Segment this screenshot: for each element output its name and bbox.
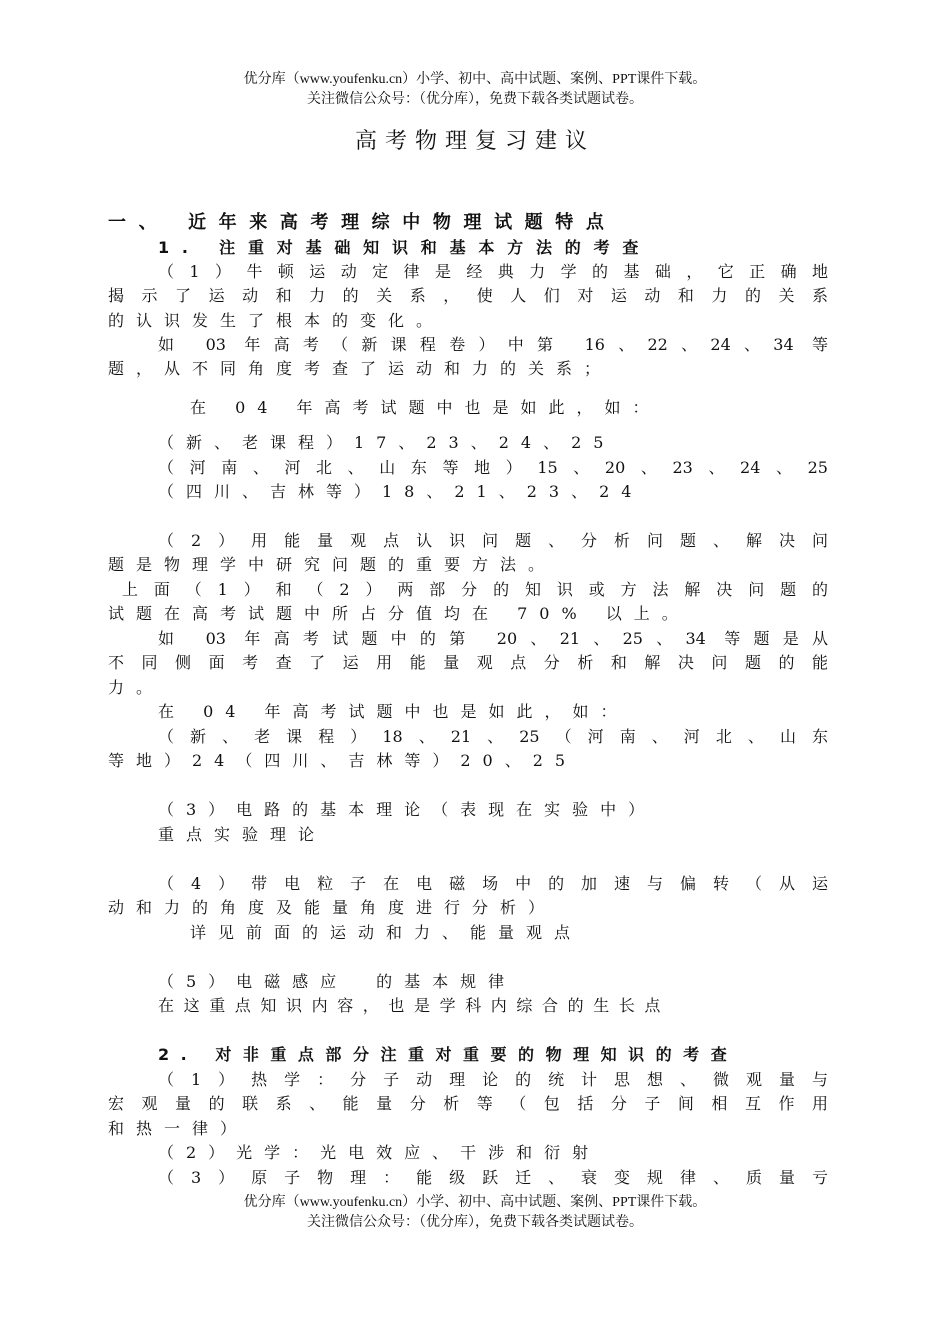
paragraph-line: 的认识发生了根本的变化。 <box>108 311 445 330</box>
paragraph-line: 力。 <box>108 678 165 697</box>
paragraph-line: 重点实验理论 <box>158 825 327 844</box>
paragraph-line: 在 04 年高考试题中也是如此，如： <box>158 702 629 721</box>
list-item: （新、老课程）17、23、24、25 <box>158 433 616 452</box>
paragraph-line: 详见前面的运动和力、能量观点 <box>190 923 583 942</box>
paragraph-line: 试题在高考试题中所占分值均在 70% 以上。 <box>108 604 690 623</box>
paragraph-line: （1）热学：分子动理论的统计思想、微观量与 <box>158 1070 828 1089</box>
paragraph-line: 动和力的角度及能量角度进行分析） <box>108 898 557 917</box>
page-title: 高考物理复习建议 <box>354 129 595 154</box>
paragraph-line: 如 03 年高考（新课程卷）中第 16、22、24、34 等 <box>158 335 828 354</box>
paragraph-line: （3）电路的基本理论（表现在实验中） <box>158 800 657 819</box>
subsection-heading-2: 2. 对非重点部分注重对重要的物理知识的考查 <box>158 1045 739 1064</box>
paragraph-line: （4）带电粒子在电磁场中的加速与偏转（从运 <box>158 874 828 893</box>
paragraph-line: 宏观量的联系、能量分析等（包括分子间相互作用 <box>108 1094 828 1113</box>
paragraph-line: 题是物理学中研究问题的重要方法。 <box>108 555 557 574</box>
paragraph-line: 在 04 年高考试题中也是如此，如： <box>190 398 661 417</box>
paragraph-line: 在这重点知识内容，也是学科内综合的生长点 <box>158 996 671 1015</box>
footer-line-1: 优分库（www.youfenku.cn）小学、初中、高中试题、案例、PPT课件下载。 <box>243 1195 707 1210</box>
list-item: （四川、吉林等）18、21、23、24 <box>158 482 644 501</box>
paragraph-line: 等地）24（四川、吉林等）20、25 <box>108 751 578 770</box>
paragraph-line: （1）牛顿运动定律是经典力学的基础，它正确地 <box>158 262 828 281</box>
paragraph-line: （5）电磁感应 的基本规律 <box>158 972 517 991</box>
paragraph-line: 如 03 年高考试题中的第 20、21、25、34 等题是从 <box>158 629 828 648</box>
paragraph-line: （2）用能量观点认识问题、分析问题、解决问 <box>158 531 828 550</box>
header-line-1: 优分库（www.youfenku.cn）小学、初中、高中试题、案例、PPT课件下载。 <box>243 72 707 87</box>
paragraph-line: 不同侧面考查了运用能量观点分析和解决问题的能 <box>108 653 828 672</box>
paragraph-line: 题，从不同角度考查了运动和力的关系； <box>108 359 613 378</box>
paragraph-line: （3）原子物理：能级跃迁、衰变规律、质量亏 <box>158 1168 828 1187</box>
header-line-2: 关注微信公众号：（优分库），免费下载各类试题试卷。 <box>307 92 643 107</box>
paragraph-line: （新、老课程）18、21、25（河南、河北、山东 <box>158 727 828 746</box>
paragraph-line: 上面（1）和（2）两部分的知识或方法解决问题的 <box>122 580 828 599</box>
list-item: （河南、河北、山东等地）15、20、23、24、25 <box>158 458 828 477</box>
section-heading: 一、 近年来高考理综中物理试题特点 <box>108 212 617 233</box>
paragraph-line: 和热一律） <box>108 1119 249 1138</box>
footer-line-2: 关注微信公众号：（优分库），免费下载各类试题试卷。 <box>307 1215 643 1230</box>
paragraph-line: （2）光学：光电效应、干涉和衍射 <box>158 1143 601 1162</box>
paragraph-line: 揭示了运动和力的关系，使人们对运动和力的关系 <box>108 286 828 305</box>
subsection-heading-1: 1. 注重对基础知识和基本方法的考查 <box>158 238 652 257</box>
